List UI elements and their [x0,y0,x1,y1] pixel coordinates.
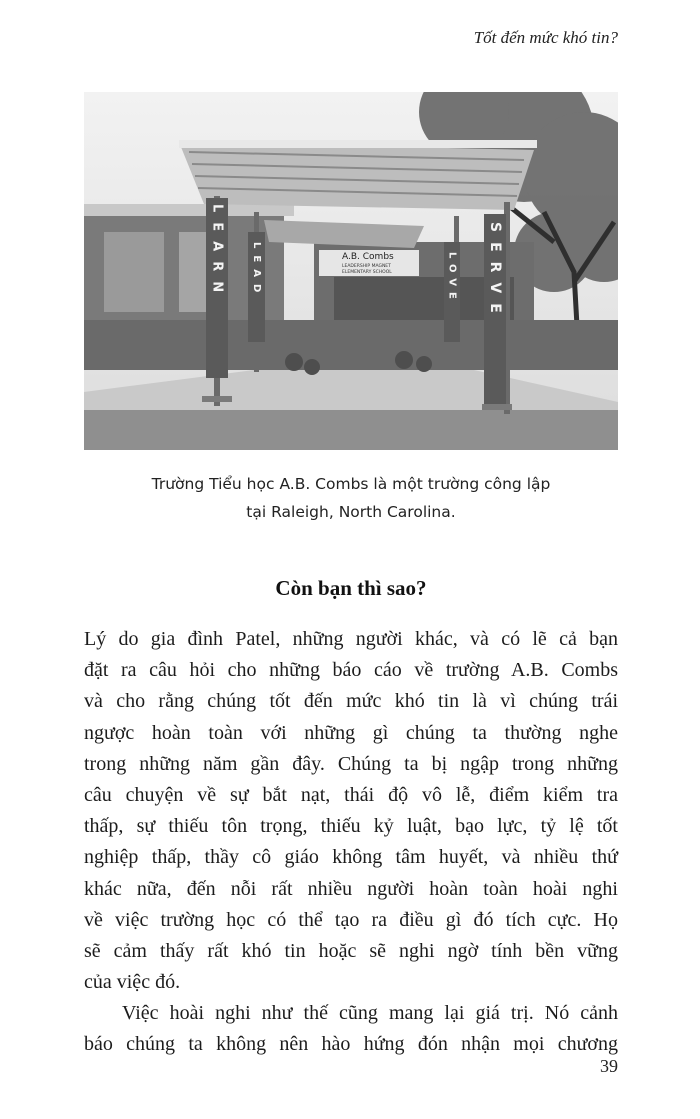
pillar-sign-love: LOVE [446,252,458,305]
page-number: 39 [600,1056,618,1076]
pillar-sign-learn: LEARN [209,204,225,303]
body-text [84,624,618,1061]
text-line: sẽ cảm thấy rất khó tin hoặc sẽ nghi ngờ tính bền vững [84,939,618,962]
text-line: về việc trường học có thể tạo ra điều gì đó tích cực. Họ [84,908,618,931]
text-line: trong những năm gần đây. Chúng ta bị ngập trong những [84,752,618,775]
caption-line: Trường Tiểu học A.B. Combs là một trường công lập [151,475,551,493]
pillar-sign-serve: SERVE [487,222,503,323]
section-heading: Còn bạn thì sao? [275,576,427,600]
entrance-sign-name: A.B. Combs [342,252,394,262]
text-line: của việc đó. [84,971,181,994]
pillar-sign-lead: LEAD [251,242,262,300]
paragraph [84,998,618,1060]
paragraph [84,624,618,998]
text-line: khác nữa, đến nỗi rất nhiều người hoàn toàn hoài nghi [84,877,618,900]
text-line: Lý do gia đình Patel, những người khác, và có lẽ cả bạn [84,628,618,650]
text-line: đặt ra câu hỏi cho những báo cáo về trường A.B. Combs [84,659,618,682]
photo-caption [84,470,618,526]
school-entrance-photo [84,92,618,450]
running-header: Tốt đến mức khó tin? [473,28,618,47]
text-line: báo chúng ta không nên hào hứng đón nhận mọi chương [84,1033,618,1056]
text-line: nghiệp thấp, thầy cô giáo không tâm huyết, và nhiều thứ [84,846,618,869]
entrance-sign-subtitle: LEADERSHIP MAGNET [342,264,391,269]
text-line: câu chuyện về sự bắt nạt, thái độ vô lễ, điểm kiểm tra [84,783,618,806]
text-line: và cho rằng chúng tốt đến mức khó tin là vì chúng trái [84,690,618,713]
text-line: ngược hoàn toàn với những gì chúng ta thường nghe [84,721,618,744]
text-line: thấp, sự thiếu tôn trọng, thiếu kỷ luật, bạo lực, tỷ lệ tốt [84,815,618,838]
text-line: Việc hoài nghi như thế cũng mang lại giá trị. Nó cảnh [122,1002,618,1025]
entrance-sign-subtitle-2: ELEMENTARY SCHOOL [342,270,392,275]
caption-line: tại Raleigh, North Carolina. [246,503,456,521]
